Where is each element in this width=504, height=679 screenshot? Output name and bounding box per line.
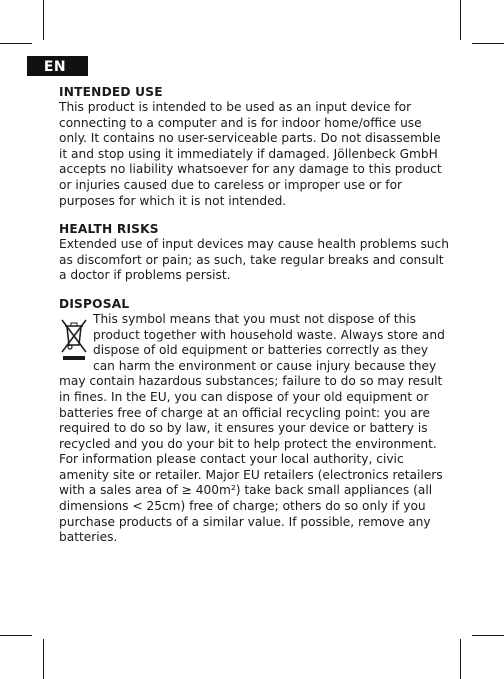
crop-mark-bottom-right-h <box>472 635 504 636</box>
health-risks-section <box>59 221 451 284</box>
language-tab-label: EN <box>43 59 67 75</box>
crop-mark-bottom-left-h <box>0 635 32 636</box>
disposal-text: This symbol means that you must not dispose of this product together with household waste. Always store and dispose of old equipment or batteries correctly as they can harm the environment or cause injury because they may contain hazardous substances; failure to do so may result in fines. In the EU, you can dispose of your old equipment or batteries free of charge at an official recycling point: you are required to do so by law, it ensures your device or battery is recycled and you do your bit to help protect the environment. For information please contact your local authority, civic amenity site or retailer. Major EU retailers (electronics retailers with a sales area of ≥ 400m²) take back small appliances (all dimensions < 25cm) free of charge; others do so only if you purchase products of a similar value. If possible, remove any batteries. <box>59 311 445 545</box>
manual-content <box>59 84 451 558</box>
intended-use-heading: INTENDED USE <box>59 85 163 99</box>
health-risks-text: Extended use of input devices may cause health problems such as discomfort or pain; as such, take regular breaks and consult a doctor if problems persist. <box>59 237 449 283</box>
crop-mark-top-right-h <box>472 43 504 44</box>
disposal-heading: DISPOSAL <box>59 296 130 311</box>
health-risks-heading: HEALTH RISKS <box>59 222 159 237</box>
crop-mark-bottom-left <box>43 639 44 679</box>
crop-mark-top-right <box>460 0 461 40</box>
crop-mark-top-left <box>43 0 44 40</box>
crop-mark-bottom-right <box>460 639 461 679</box>
intended-use-text: This product is intended to be used as an input device for connecting to a computer and is for indoor home/office use only. It contains no user-serviceable parts. Do not disassemble it and stop using it immediately if damaged. Jöllenbeck GmbH accepts no liability whatsoever for any damage to this product or injuries caused due to careless or improper use or for purposes for which it is not intended. <box>59 100 442 208</box>
crossed-out-wheelie-bin-icon <box>59 314 89 362</box>
disposal-section <box>59 296 451 546</box>
crop-mark-top-left-h <box>0 43 32 44</box>
intended-use-section <box>59 84 451 209</box>
